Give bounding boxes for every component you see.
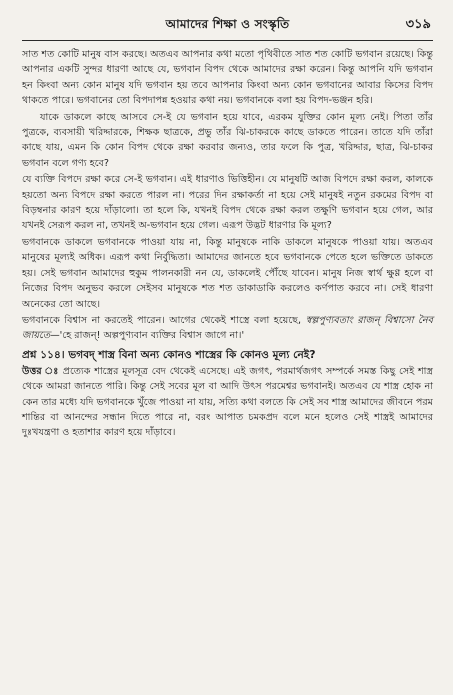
running-title: আমাদের শিক্ষা ও সংস্কৃতি: [165, 17, 290, 31]
paragraph-lead: ভগবানকে বিশ্বাস না করতেই পারেন। আগের থেকেই শাস্ত্রে বলা হয়েছে,: [22, 314, 302, 326]
paragraph: যাকে ডাকলে কাছে আসবে সে-ই যে ভগবান হয়ে যাবে, এরকম যুক্তির কোন মূল্য নেই। পিতা তাঁর পুত্রকে, ব্যবসায়ী খরিদ্দারকে, শিক্ষক ছাত্রকে, প্রভু তাঁর ঝি-চাকরকে কাছে ডাকতে পারেন। তাতে যদি তাঁরা কাছে যায়, এমন কি কোন বিপদ থেকে রক্ষা করবার জন্যও, তার ফলে কি পুত্র, খরিদ্দার, ছাত্র, ঝি-চাকর ভগবান বলে গণ্য হবে?: [22, 111, 433, 169]
paragraph-with-quote: [22, 313, 433, 344]
answer-label: উত্তর ঃ: [22, 365, 60, 377]
body-text: [22, 47, 433, 441]
page-header: [22, 14, 433, 40]
quote-translation: —'হে রাজন্! অল্পপুণ্যবান ব্যক্তির বিশ্বাস জাগে না।': [50, 330, 245, 342]
header-rule: [22, 40, 433, 41]
answer-paragraph: [22, 364, 433, 441]
paragraph: যে ব্যক্তি বিপদে রক্ষা করে সে-ই ভগবান। এই ধারণাও ভিত্তিহীন। যে মানুষটি আজ বিপদে রক্ষা করল, কালকে হয়তো অন্য বিপদে রক্ষা করতে পারল না। পরের দিন রক্ষাকর্তা না হয়ে সেই মানুষই নতুন রকমের বিপদ বা বিড়ম্বনার কারণ হয়ে দাঁড়ালো। তা হলে কি, যখনই বিপদ থেকে রক্ষা করল তক্ষুণি ভগবান হয়ে গেল, আর যখনই সেরূপ করল না, তখনই অ-ভগবান হয়ে গেল। এরূপ উদ্ভট ধারণার কি মূল্য?: [22, 174, 433, 232]
paragraph: ভগবানকে ডাকলে ভগবানকে পাওয়া যায় না, কিন্তু মানুষকে নাকি ডাকলে মানুষকে পাওয়া যায়। অতএব মানুষের মূল্যই অধিক। এরূপ কথা নির্বুদ্ধিতা। আমাদের জানতে হবে ভগবানকে পেতে হলে ভক্তিতে ডাকতে হয়। সেই ভগবান আমাদের হুকুম পালনকারী নন যে, ডাকলেই পৌঁছে যাবেন। মানুষ নিজ স্বার্থ ক্ষুণ্ণ হলে বা নিজের বিপদ অনুভব করলে সেইসব মানুষকে শত শত ডাকাডাকি করলেও কর্ণপাত করবে না। সেই ধারণা অনেকের তো আছে।: [22, 236, 433, 310]
page-number: ৩১৯: [405, 17, 431, 32]
paragraph-continued: সাত শত কোটি মানুষ বাস করছে। অতএব আপনার কথা মতো পৃথিবীতে সাত শত কোটি ভগবান রয়েছে। কিন্তু আপনার একটি সুন্দর ধারণা আছে যে, ভগবান বিপদ থেকে আমাদের রক্ষা করেন। কিন্তু আপনি যদি ভগবান হন কিংবা অন্য কোন মানুষ যদি ভগবান হয় তবে আপনার কিংবা অন্য কোন ভগবানের আবার কিসের বিপদ থাকতে পারে। ভগবানের তো বিপদাপন্ন হওয়ার কথা নয়। ভগবানকে বলা হয় বিপদ-ভঞ্জন হরি।: [22, 49, 433, 107]
question-heading: প্রশ্ন ১১৪। ভগবদ্ শাস্ত্র বিনা অন্য কোনও শাস্ত্রের কি কোনও মূল্য নেই?: [22, 348, 316, 361]
answer-text: প্রত্যেক শাস্ত্রের মূলসূত্র বেদ থেকেই এসেছে। এই জগৎ, পরমার্থজগৎ সম্পর্কে সমস্ত কিছু সেই শাস্ত্র থেকে আমরা জানতে পারি। কিন্তু সেই সবের মূল বা আদি উৎস পরমেশ্বর ভগবানই। অতএব যে শাস্ত্র হোক না কেন তার মধ্যে যদি ভগবানকে খুঁজে পাওয়া না যায়, সত্যি কথা বলতে কি সেই সব শাস্ত্র আমাদের জীবনে পরম শান্তির বা আনন্দের সন্ধান দিতে পারে না, বরং আপাত চমকপ্রদ বলে মনে হলেও সেই শাস্ত্রই আমাদের দুঃখযন্ত্রণা ও হতাশার কারণ হয়ে দাঁড়াবে।: [22, 365, 433, 439]
sanskrit-quote: স্বল্পপুণ্যবতাং রাজন্ বিশ্বাসো নৈব জায়তে: [22, 314, 433, 342]
